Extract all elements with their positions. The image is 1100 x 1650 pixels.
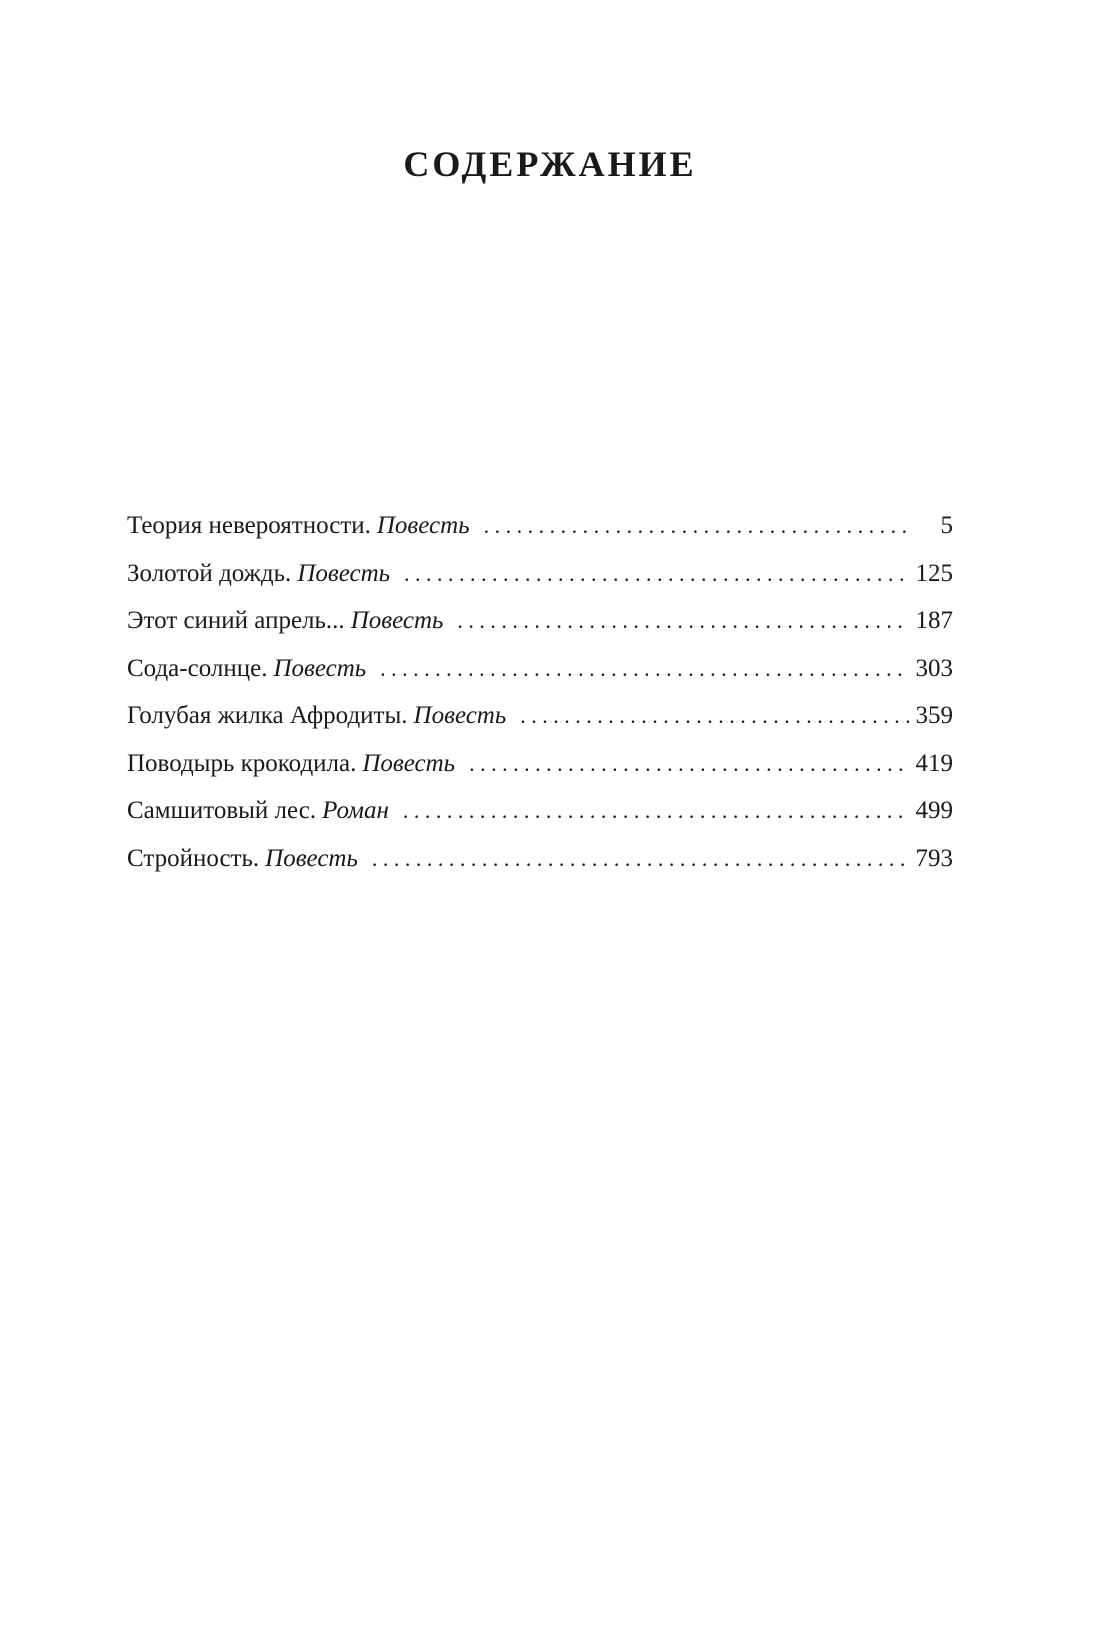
toc-entry — [127, 511, 953, 559]
toc-entry-title: Золотой дождь. — [127, 559, 292, 587]
toc-entry — [127, 749, 953, 797]
toc-entry-page: 303 — [915, 654, 953, 682]
toc-entry-page: 499 — [915, 797, 953, 824]
toc-entry-title: Теория невероятности. — [127, 512, 371, 539]
toc-entry-genre: Роман — [322, 797, 389, 824]
toc-entry-genre: Повесть — [297, 559, 391, 587]
toc-entry-genre: Повесть — [376, 512, 470, 539]
dot-leader — [484, 511, 909, 541]
toc-entry-page: 125 — [915, 559, 953, 587]
toc-entry-title: Поводырь крокодила. — [127, 749, 357, 777]
toc-entry-page: 5 — [940, 512, 953, 539]
dot-leader — [403, 796, 909, 826]
toc-entry-genre: Повесть — [362, 749, 456, 777]
dot-leader — [457, 606, 909, 636]
toc-entry — [127, 654, 953, 702]
toc-entry-page: 359 — [915, 702, 953, 729]
dot-leader — [404, 559, 909, 589]
toc-entry-title: Голубая жилка Афродиты. — [127, 702, 408, 729]
toc-entry-title: Самшитовый лес. — [127, 797, 317, 824]
toc-entry-genre: Повесть — [265, 844, 358, 872]
dot-leader — [380, 654, 909, 684]
toc-entry-title: Сода-солнце. — [127, 654, 268, 682]
toc-entry-page: 793 — [915, 844, 953, 872]
dot-leader — [372, 844, 909, 874]
toc-entry — [127, 559, 953, 607]
toc-entry-title: Этот синий апрель... — [127, 607, 345, 634]
dot-leader — [469, 749, 909, 779]
toc-entry-page: 419 — [915, 749, 953, 777]
toc-entry-title: Стройность. — [127, 844, 260, 872]
toc-entry-genre: Повесть — [413, 702, 507, 729]
toc-entry — [127, 796, 953, 844]
page-title: СОДЕРЖАНИЕ — [403, 144, 697, 184]
toc-entry — [127, 606, 953, 654]
toc-entry-genre: Повесть — [273, 654, 367, 682]
toc-entry — [127, 844, 953, 892]
toc-entry-page: 187 — [915, 607, 953, 634]
dot-leader — [520, 701, 909, 731]
toc-entry — [127, 701, 953, 749]
table-of-contents — [127, 511, 953, 891]
toc-entry-genre: Повесть — [350, 607, 444, 634]
